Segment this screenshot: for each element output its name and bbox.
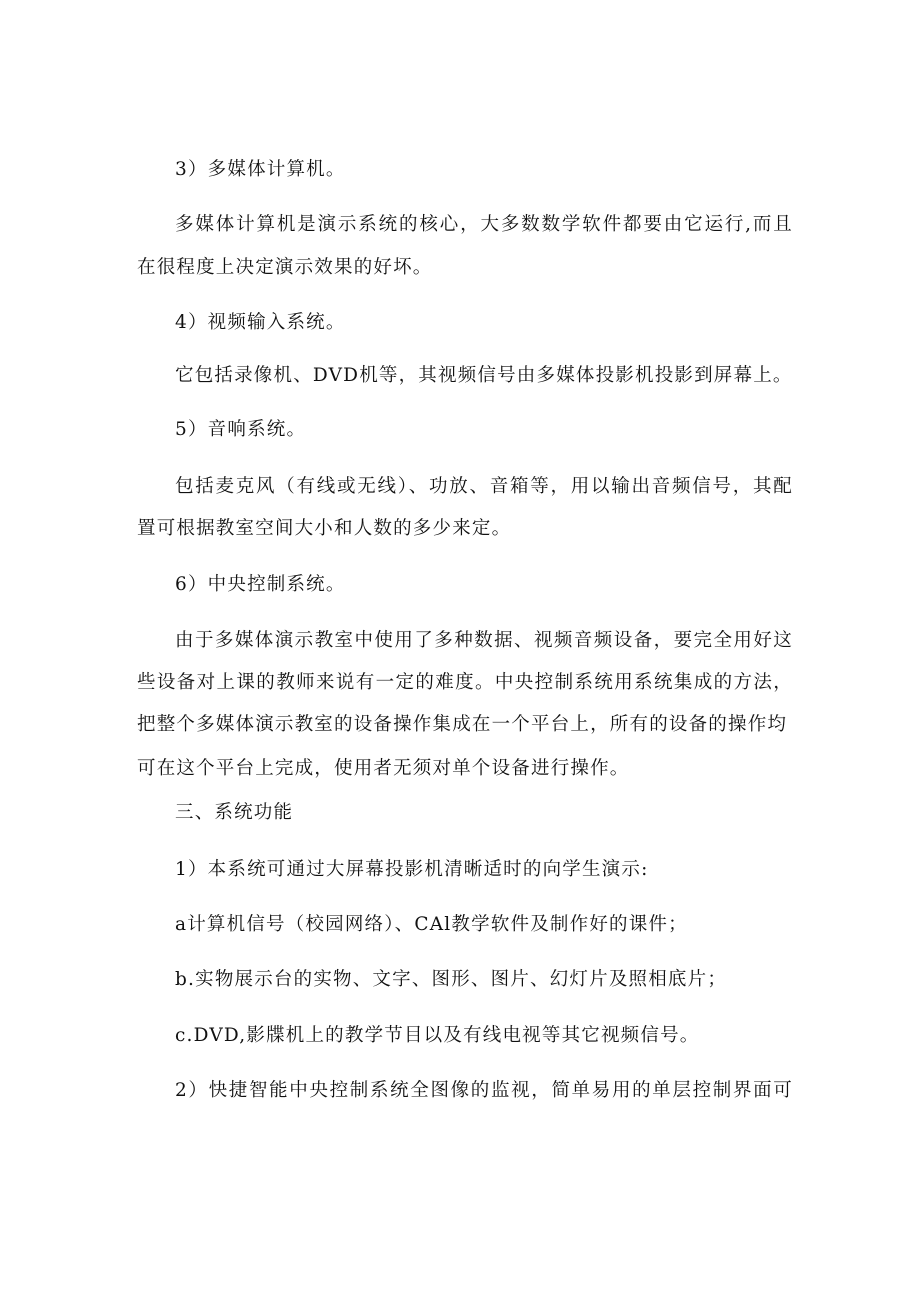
section-heading-system-functions: 三、系统功能 (175, 802, 294, 823)
paragraph-line: 把整个多媒体演示教室的设备操作集成在一个平台上，所有的设备的操作均 (137, 714, 788, 735)
paragraph-line: 包括麦克风（有线或无线）、功放、音箱等，用以输出音频信号，其配 (175, 476, 793, 497)
heading-audio-system: 5）音响系统。 (175, 419, 307, 440)
paragraph-line: 它包括录像机、DVD机等，其视频信号由多媒体投影机投影到屏幕上。 (175, 365, 793, 386)
paragraph-line: 置可根据教室空间大小和人数的多少来定。 (137, 518, 512, 539)
paragraph-line: 由于多媒体演示教室中使用了多种数据、视频音频设备，要完全用好这 (175, 630, 793, 651)
paragraph-line: 在很程度上决定演示效果的好坏。 (137, 257, 433, 278)
list-item: 2）快捷智能中央控制系统全图像的监视，简单易用的单层控制界面可 (175, 1080, 793, 1101)
list-item: 1）本系统可通过大屏幕投影机清晰适时的向学生演示: (175, 859, 649, 880)
heading-central-control: 6）中央控制系统。 (175, 574, 346, 595)
heading-video-input: 4）视频输入系统。 (175, 312, 346, 333)
paragraph-line: 多媒体计算机是演示系统的核心，大多数数学软件都要由它运行,而且 (175, 214, 793, 235)
list-item: a计算机信号（校园网络）、CAl教学软件及制作好的课件； (175, 914, 688, 935)
paragraph-line: 些设备对上课的教师来说有一定的难度。中央控制系统用系统集成的方法， (137, 672, 793, 693)
list-item: c.DVD,影牒机上的教学节目以及有线电视等其它视频信号。 (175, 1025, 700, 1046)
heading-multimedia-computer: 3）多媒体计算机。 (175, 159, 346, 180)
paragraph-line: 可在这个平台上完成，使用者无须对单个设备进行操作。 (137, 758, 630, 779)
list-item: b.实物展示台的实物、文字、图形、图片、幻灯片及照相底片； (175, 969, 728, 990)
